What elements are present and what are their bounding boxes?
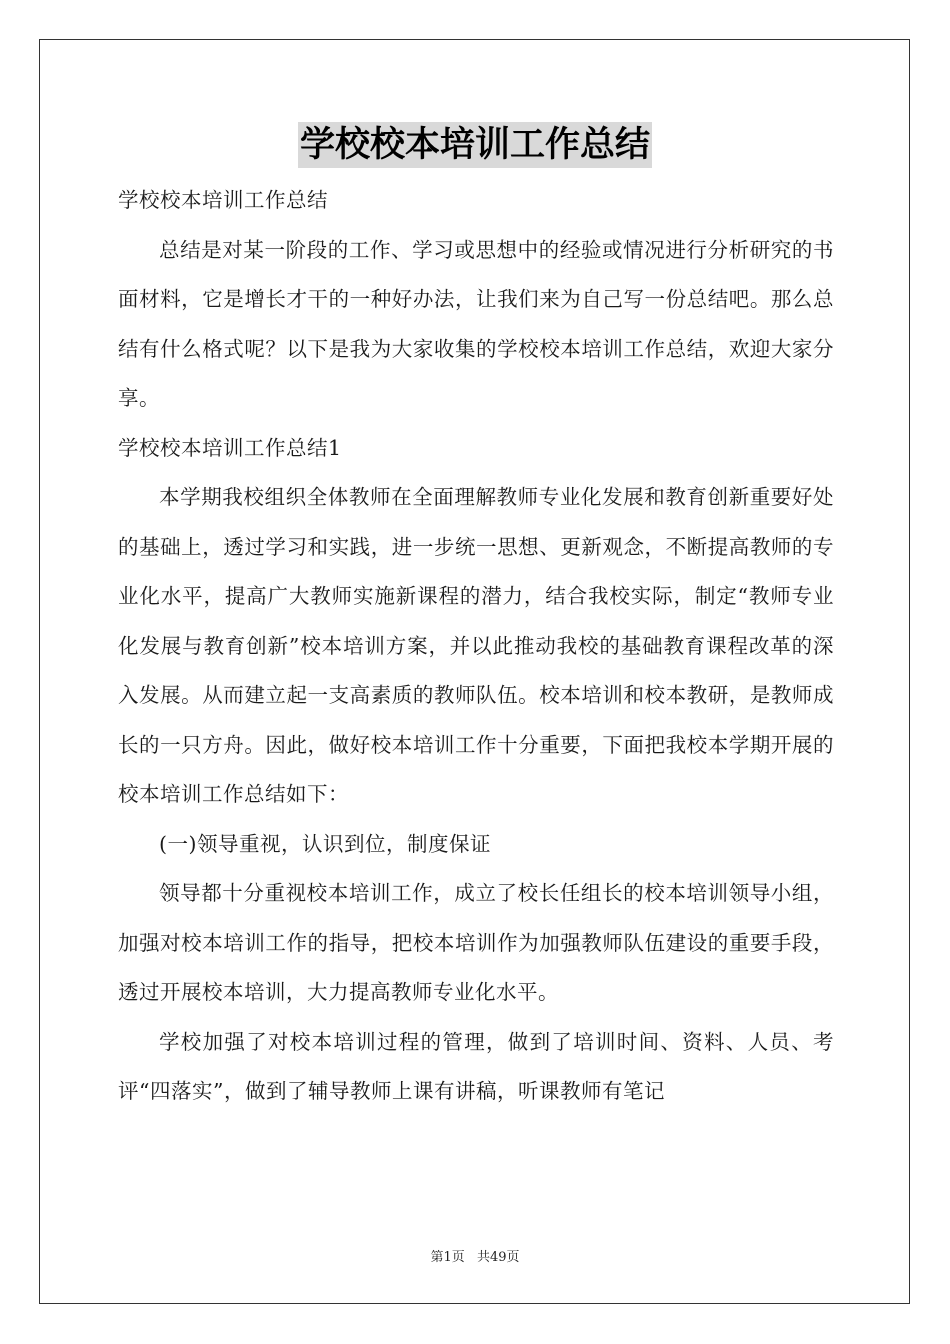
paragraph: 领导都十分重视校本培训工作，成立了校长任组长的校本培训领导小组，加强对校本培训工作的指导，把校本培训作为加强教师队伍建设的重要手段，透过开展校本培训，大力提高教师专业化水平。 bbox=[118, 881, 834, 1004]
paragraph: 总结是对某一阶段的工作、学习或思想中的经验或情况进行分析研究的书面材料，它是增长才干的一种好办法，让我们来为自己写一份总结吧。那么总结有什么格式呢？以下是我为大家收集的学校校本培训工作总结，欢迎大家分享。 bbox=[118, 237, 834, 410]
paragraph: 本学期我校组织全体教师在全面理解教师专业化发展和教育创新重要好处的基础上，透过学习和实践，进一步统一思想、更新观念，不断提高教师的专业化水平，提高广大教师实施新课程的潜力，结合我校实际，制定“教师专业化发展与教育创新”校本培训方案，并以此推动我校的基础教育课程改革的深入发展。从而建立起一支高素质的教师队伍。校本培训和校本教研，是教师成长的一只方舟。因此，做好校本培训工作十分重要，下面把我校本学期开展的校本培训工作总结如下： bbox=[118, 485, 834, 806]
paragraph: (一)领导重视，认识到位，制度保证 bbox=[159, 831, 491, 856]
document-body bbox=[118, 176, 834, 1117]
page-footer bbox=[0, 1246, 950, 1265]
paragraph: 学校加强了对校本培训过程的管理，做到了培训时间、资料、人员、考评“四落实”，做到了辅导教师上课有讲稿，听课教师有笔记 bbox=[118, 1029, 834, 1103]
paragraph: 学校校本培训工作总结1 bbox=[118, 435, 342, 460]
page-total: 共49页 bbox=[476, 1250, 520, 1265]
title-area bbox=[0, 122, 950, 168]
page-number: 第1页 bbox=[430, 1250, 465, 1265]
document-title: 学校校本培训工作总结 bbox=[298, 122, 652, 168]
paragraph: 学校校本培训工作总结 bbox=[118, 188, 328, 212]
